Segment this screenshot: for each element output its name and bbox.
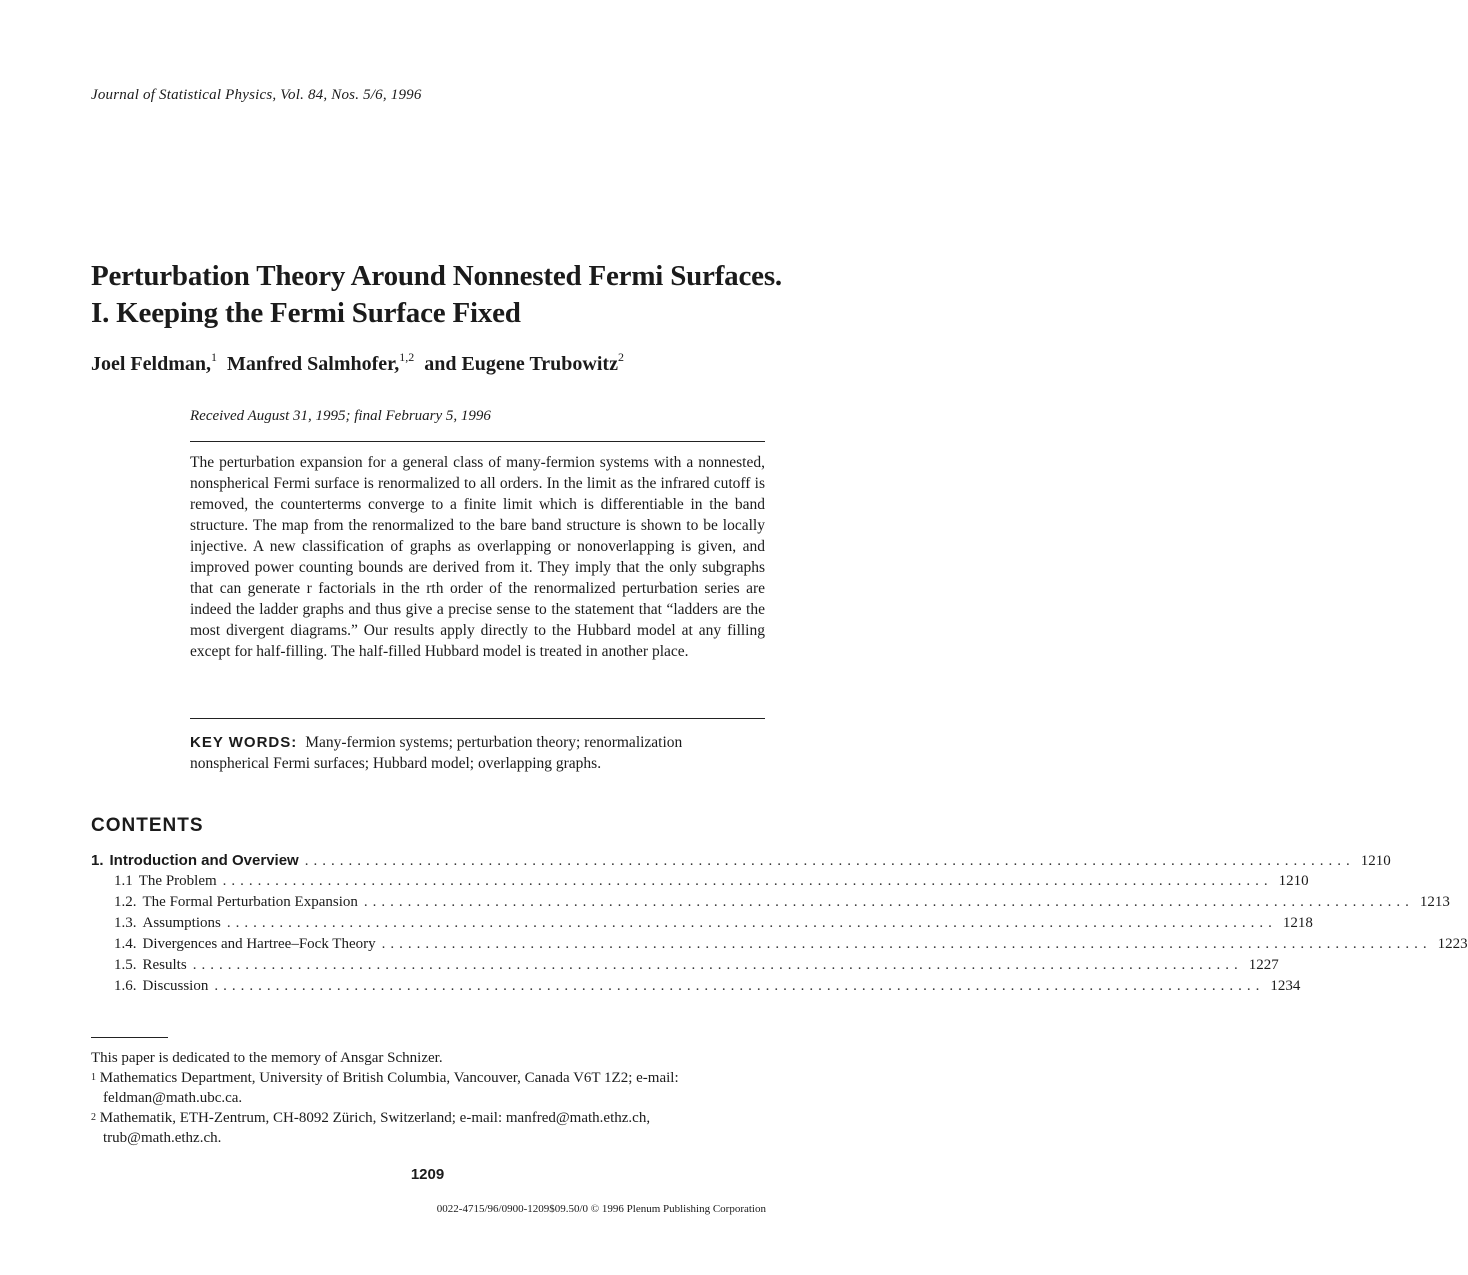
- title-line-2: I. Keeping the Fermi Surface Fixed: [91, 297, 521, 329]
- keywords-text: Many-fermion systems; perturbation theory; renormalization nonspherical Fermi surfaces; Hubbard model; overlapping graphs.: [190, 734, 683, 772]
- dedication-note: This paper is dedicated to the memory of Ansgar Schnizer.: [91, 1050, 443, 1066]
- toc-entry-title: Assumptions: [142, 915, 221, 931]
- journal-citation: Journal of Statistical Physics, Vol. 84, Nos. 5/6, 1996: [91, 87, 422, 103]
- footnote-1: $^1$ Mathematics Department, University of British Columbia, Vancouver, Canada V6T 1Z2; e-mail: feldman@math.ubc.ca.: [91, 1070, 679, 1106]
- toc-entry-title: Introduction and Overview: [109, 852, 299, 869]
- abstract-top-rule: [190, 441, 765, 442]
- toc-entry-number: 1.5.: [114, 957, 137, 973]
- toc-entry: [91, 873, 1309, 894]
- toc-leader-dots: ........................................................................................................................: [304, 853, 1355, 869]
- toc-entry-number: 1.2.: [114, 894, 137, 910]
- toc-leader-dots: ........................................................................................................................: [226, 915, 1277, 931]
- toc-entry: [91, 894, 1450, 915]
- title-line-1: Perturbation Theory Around Nonnested Fermi Surfaces.: [91, 260, 782, 292]
- toc-entry-number: 1.4.: [114, 936, 137, 952]
- table-of-contents: [91, 852, 1468, 999]
- toc-entry: [91, 852, 1391, 873]
- toc-leader-dots: ........................................................................................................................: [192, 957, 1243, 973]
- toc-entry-page: 1218: [1282, 915, 1313, 931]
- abstract-bottom-rule: [190, 718, 765, 719]
- toc-entry-title: The Problem: [138, 873, 217, 889]
- toc-entry-page: 1210: [1360, 853, 1391, 869]
- author-1-affiliation: 1: [211, 350, 217, 364]
- keywords: [190, 732, 765, 774]
- page-number: 1209: [410, 1166, 445, 1183]
- toc-entry-number: 1.3.: [114, 915, 137, 931]
- footnote-2: $^2$ Mathematik, ETH-Zentrum, CH-8092 Zürich, Switzerland; e-mail: manfred@math.ethz.ch, trub@math.ethz.ch.: [91, 1110, 651, 1146]
- toc-entry: [91, 957, 1279, 978]
- toc-entry-page: 1227: [1248, 957, 1279, 973]
- abstract: The perturbation expansion for a general class of many-fermion systems with a nonnested, nonspherical Fermi surface is renormalized to all orders. In the limit as the infrared cutoff is removed, the counterterms converge to a finite limit which is differentiable in the band structure. The map from the renormalized to the bare band structure is shown to be locally injective. A new classification of graphs as overlapping or nonoverlapping is given, and improved power counting bounds are derived from it. They imply that the only subgraphs that can generate r factorials in the rth order of the renormalized perturbation series are indeed the ladder graphs and thus give a precise sense to the statement that “ladders are the most divergent diagrams.” Our results apply directly to the Hubbard model at any filling except for half-filling. The half-filled Hubbard model is treated in another place.: [190, 454, 765, 660]
- received-dates: Received August 31, 1995; final February 5, 1996: [190, 408, 491, 424]
- toc-entry-number: 1.: [91, 852, 104, 869]
- toc-entry-title: The Formal Perturbation Expansion: [142, 894, 358, 910]
- toc-leader-dots: ........................................................................................................................: [363, 894, 1414, 910]
- toc-entry-title: Divergences and Hartree–Fock Theory: [142, 936, 376, 952]
- author-3: and Eugene Trubowitz$^2$: [424, 350, 624, 375]
- toc-leader-dots: ........................................................................................................................: [222, 873, 1273, 889]
- toc-entry: [91, 936, 1468, 957]
- paper-title: [91, 258, 791, 332]
- toc-entry-number: 1.6.: [114, 978, 137, 994]
- author-3-affiliation: 2: [617, 350, 624, 364]
- toc-entry: [91, 978, 1301, 999]
- toc-leader-dots: ........................................................................................................................: [214, 978, 1265, 994]
- toc-entry-title: Discussion: [142, 978, 209, 994]
- author-2: Manfred Salmhofer,$^{1,2}$: [227, 350, 415, 375]
- author-1: Joel Feldman,$^1$: [91, 350, 217, 375]
- toc-entry-title: Results: [142, 957, 187, 973]
- contents-heading: CONTENTS: [91, 815, 204, 836]
- toc-entry-page: 1213: [1419, 894, 1450, 910]
- keywords-label: KEY WORDS:: [190, 734, 298, 751]
- toc-entry-page: 1223: [1437, 936, 1468, 952]
- toc-entry-number: 1.1: [114, 873, 133, 889]
- toc-leader-dots: ........................................................................................................................: [381, 936, 1432, 952]
- toc-entry-page: 1234: [1270, 978, 1301, 994]
- toc-entry-page: 1210: [1278, 873, 1309, 889]
- author-2-affiliation: 1,2: [399, 350, 415, 364]
- copyright-line: 0022-4715/96/0900-1209$09.50/0 © 1996 Plenum Publishing Corporation: [436, 1203, 766, 1215]
- footnote-rule: [91, 1037, 168, 1038]
- author-list: [91, 350, 624, 376]
- toc-entry: [91, 915, 1313, 936]
- footnotes: [91, 1048, 767, 1148]
